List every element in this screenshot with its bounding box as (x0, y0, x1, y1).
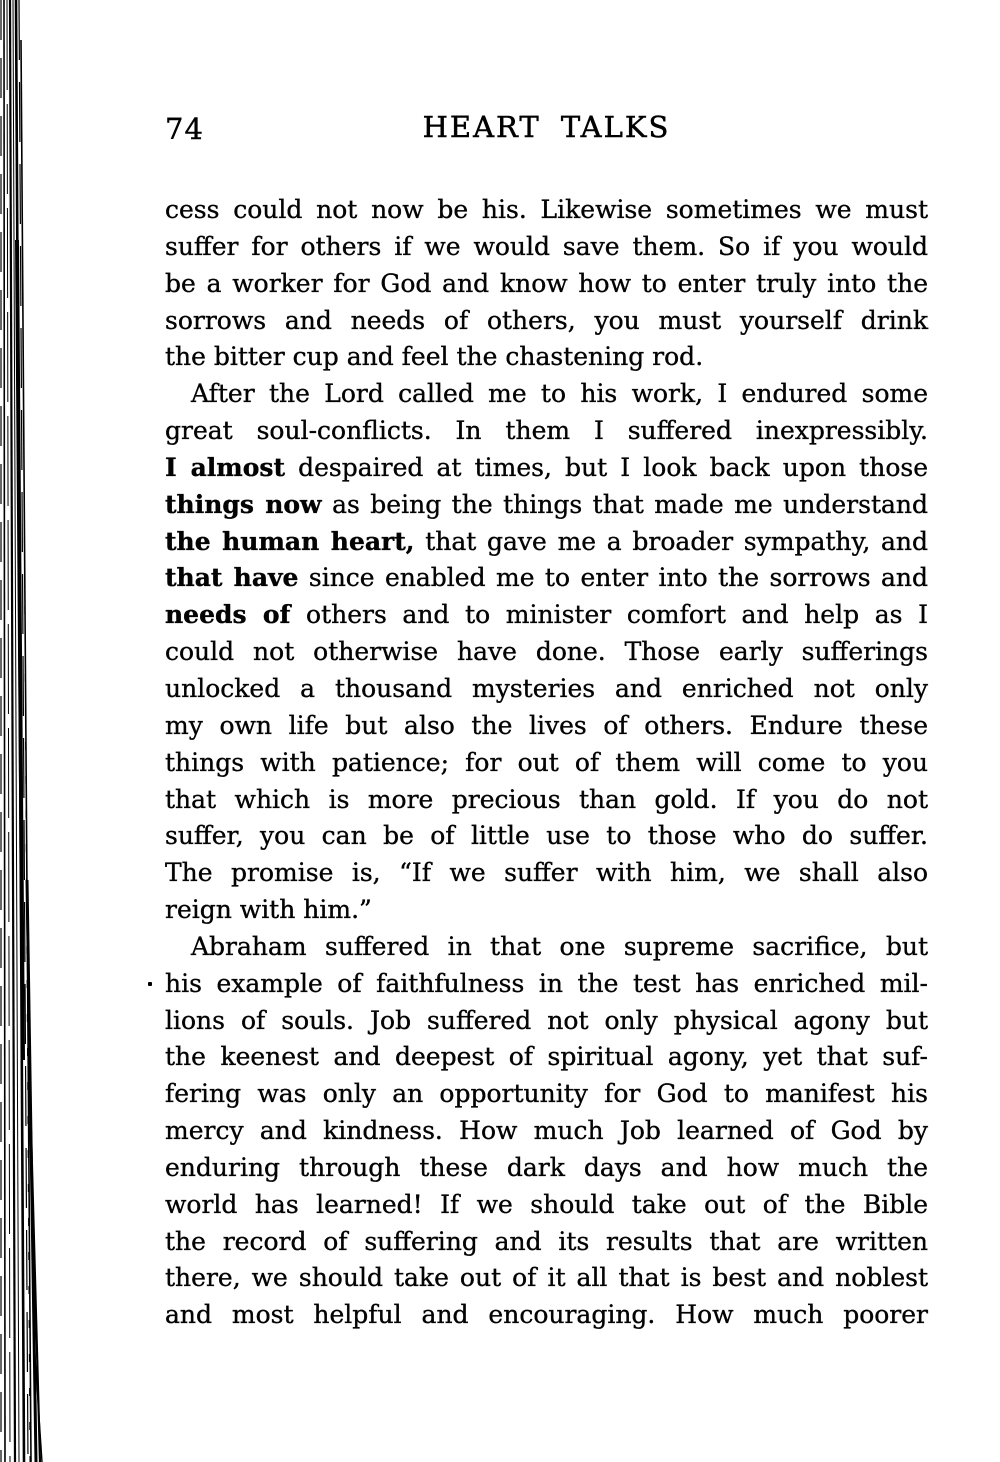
text-line: reign with him.” (165, 895, 372, 925)
page-text (165, 192, 928, 1334)
text-line: sorrows and needs of others, you must yourself drink (165, 305, 928, 335)
text-line: world has learned! If we should take out of the Bible (165, 1189, 928, 1219)
text-line: that have since enabled me to enter into the sorrows and (165, 563, 928, 593)
text-line: The promise is, “If we suffer with him, we shall also (165, 858, 928, 888)
text-line: there, we should take out of it all that is best and noblest (165, 1263, 928, 1293)
text-line: and most helpful and encouraging. How much poorer (165, 1300, 928, 1330)
text-line: could not otherwise have done. Those early sufferings (165, 637, 928, 667)
text-line: fering was only an opportunity for God to manifest his (165, 1079, 928, 1109)
text-line: that which is more precious than gold. If you do not (165, 784, 928, 814)
text-line: needs of others and to minister comfort and help as I (165, 600, 928, 630)
text-line: be a worker for God and know how to enter truly into the (165, 268, 928, 298)
text-line: suffer, you can be of little use to those who do suffer. (165, 821, 928, 851)
text-line: After the Lord called me to his work, I endured some (191, 379, 928, 409)
text-line: his example of faithfulness in the test has enriched mil- (165, 968, 928, 998)
text-line: the record of suffering and its results that are written (165, 1226, 928, 1256)
text-line: my own life but also the lives of others. Endure these (165, 710, 928, 740)
text-line: the human heart, that gave me a broader sympathy, and (165, 526, 929, 556)
text-line: things with patience; for out of them will come to you (165, 747, 928, 777)
ink-speck (148, 982, 152, 986)
text-line: I almost despaired at times, but I look back upon those (165, 452, 929, 482)
text-line: great soul-conflicts. In them I suffered inexpressibly. (165, 416, 928, 446)
page-number: 74 (165, 112, 204, 146)
text-line: lions of souls. Job suffered not only physical agony but (165, 1005, 928, 1035)
text-line: unlocked a thousand mysteries and enriched not only (165, 673, 928, 703)
text-line: things now as being the things that made me understand (165, 489, 928, 519)
page-title: HEART TALKS (422, 110, 671, 144)
text-line: enduring through these dark days and how much the (165, 1152, 928, 1182)
text-line: suffer for others if we would save them. So if you would (165, 231, 928, 261)
text-line: Abraham suffered in that one supreme sacrifice, but (191, 931, 928, 961)
scan-binding-artifact (0, 0, 48, 1462)
text-line: cess could not now be his. Likewise sometimes we must (165, 195, 928, 224)
text-line: the keenest and deepest of spiritual agony, yet that suf- (165, 1042, 928, 1072)
text-line: mercy and kindness. How much Job learned of God by (165, 1116, 928, 1146)
text-line: the bitter cup and feel the chastening rod. (165, 342, 704, 372)
